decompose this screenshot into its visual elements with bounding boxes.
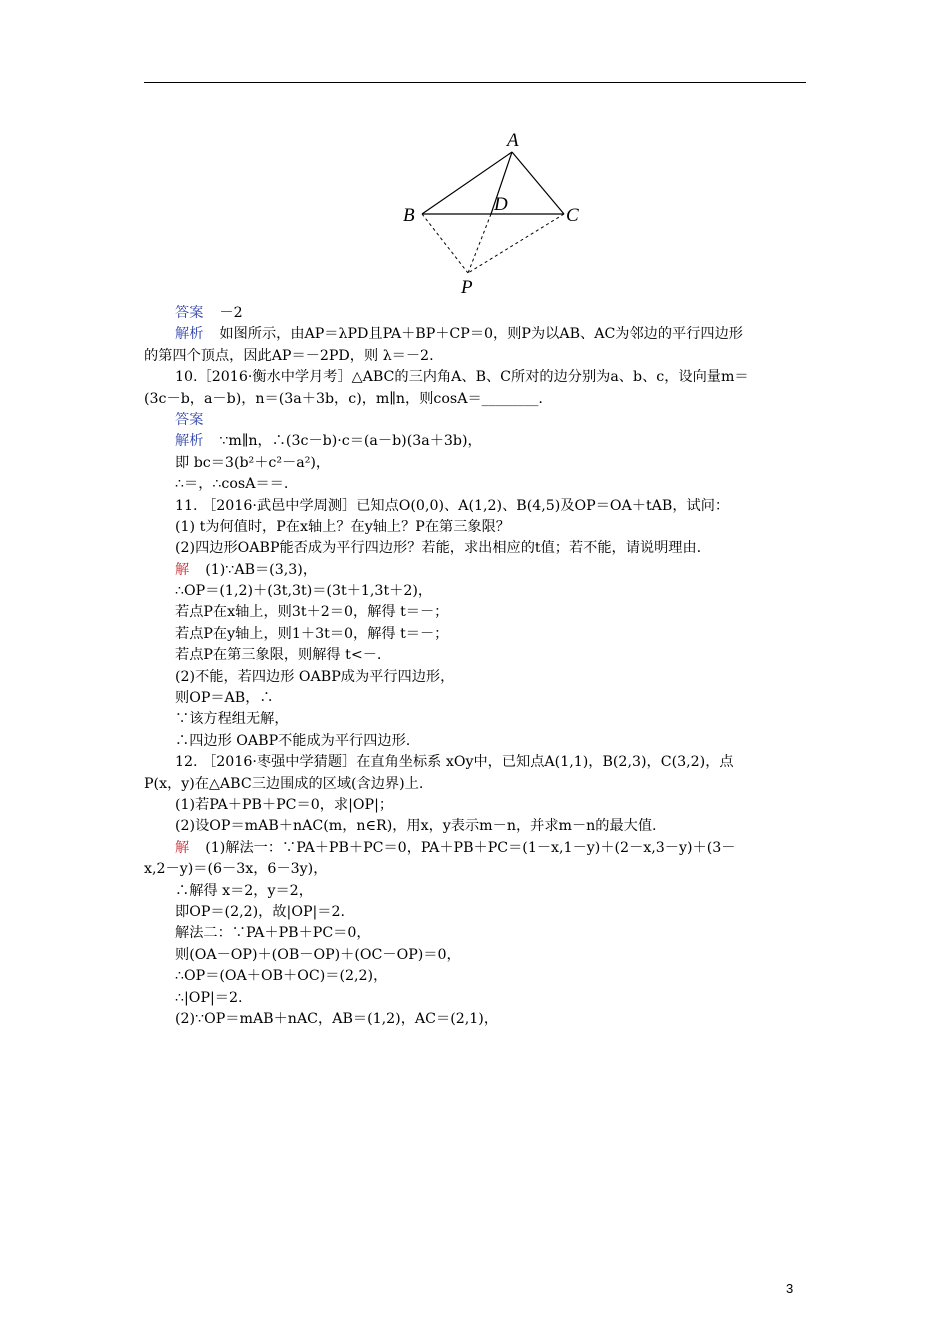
line-text: x,2－y)＝(6－3x，6－3y)，: [144, 861, 328, 878]
line-text: P(x，y)在△ABC三边围成的区域(含边界)上.: [144, 775, 424, 792]
line-text: 若点P在x轴上，则3t＋2＝0，解得 t＝－；: [175, 604, 449, 621]
line-text: 即 bc＝3(b²＋c²－a²)，: [175, 454, 331, 471]
text-line: [144, 709, 806, 730]
line-text: 10.［2016·衡水中学月考］△ABC的三内角A、B、C所对的边分别为a、b、c，设向量m＝: [175, 369, 749, 386]
text-line: [144, 624, 806, 645]
text-line: [144, 303, 806, 324]
line-text: 的第四个顶点，因此AP＝－2PD，则 λ＝－2.: [144, 347, 434, 364]
point-label-p: P: [461, 277, 473, 298]
line-text: (2)设OP＝mAB＋nAC(m，n∈R)，用x，y表示m－n，并求m－n的最大值.: [175, 818, 657, 835]
line-text: 12. ［2016·枣强中学猜题］在直角坐标系 xOy中，已知点A(1,1)，B(2,3)，C(3,2)，点: [175, 754, 734, 771]
text-line: [144, 324, 806, 345]
solution-label: 解: [175, 839, 190, 856]
line-text: ∴OP＝(OA＋OB＋OC)＝(2,2)，: [175, 968, 388, 985]
line-text: 则OP＝AB，∴: [175, 690, 274, 707]
text-line: [144, 859, 806, 880]
line-text: (3c－b，a－b)，n＝(3a＋3b，c)，m∥n，则cosA＝________.: [144, 390, 543, 407]
text-line: [144, 945, 806, 966]
point-label-a: A: [507, 130, 519, 151]
line-text: (2)∵OP＝mAB＋nAC，AB＝(1,2)，AC＝(2,1)，: [175, 1010, 499, 1027]
answer-label: 答案: [175, 411, 204, 428]
text-line: [144, 474, 806, 495]
text-line: [144, 367, 806, 388]
text-line: [144, 816, 806, 837]
line-text: 即OP＝(2,2)，故|OP|＝2.: [175, 903, 346, 920]
text-line: [144, 752, 806, 773]
analysis-label: 解析: [175, 326, 204, 343]
header-rule: [144, 82, 806, 83]
text-line: [144, 645, 806, 666]
text-line: [144, 517, 806, 538]
text-line: [144, 496, 806, 517]
text-line: [144, 838, 806, 859]
text-line: [144, 431, 806, 452]
line-text: (1)∵AB＝(3,3)，: [205, 561, 318, 578]
text-line: [144, 667, 806, 688]
text-line: [144, 774, 806, 795]
segment-ac: [512, 152, 564, 214]
line-text: (1)解法一：∵PA＋PB＋PC＝0，PA＋PB＋PC＝(1－x,1－y)＋(2－x,3－y)＋(3－: [205, 839, 736, 856]
text-line: [144, 602, 806, 623]
text-line: [144, 923, 806, 944]
segment-cp: [468, 214, 564, 273]
text-line: [144, 538, 806, 559]
line-text: 若点P在y轴上，则1＋3t＝0，解得 t＝－；: [175, 625, 449, 642]
answer-label: 答案: [175, 305, 204, 321]
text-line: [144, 731, 806, 752]
line-text: 如图所示，由AP＝λPD且PA＋BP＋CP＝0，则P为以AB、AC为邻边的平行四边形: [219, 326, 743, 343]
text-line: [144, 389, 806, 410]
segment-bp: [422, 214, 468, 273]
line-text: ∴四边形 OABP不能成为平行四边形.: [175, 732, 411, 749]
line-text: ∴＝，∴cosA＝＝.: [175, 476, 289, 493]
text-line: [144, 902, 806, 923]
page-number: 3: [786, 1281, 794, 1296]
text-line: [144, 1009, 806, 1030]
line-text: －2: [219, 305, 243, 321]
segment-dp: [468, 214, 491, 273]
line-text: ∵该方程组无解，: [175, 711, 289, 728]
line-text: 若点P在第三象限，则解得 t<－.: [175, 647, 382, 664]
point-label-b: B: [403, 205, 415, 226]
text-line: [144, 453, 806, 474]
point-label-d: D: [494, 194, 508, 215]
line-text: ∴解得 x＝2，y＝2，: [175, 882, 313, 899]
line-text: 解法二：∵PA＋PB＋PC＝0，: [175, 925, 371, 942]
line-text: 则(OA－OP)＋(OB－OP)＋(OC－OP)＝0，: [175, 946, 461, 963]
analysis-label: 解析: [175, 433, 204, 450]
line-text: ∴OP＝(1,2)＋(3t,3t)＝(3t＋1,3t＋2)，: [175, 583, 433, 600]
line-text: (1) t为何值时，P在x轴上？在y轴上？P在第三象限？: [175, 518, 510, 535]
text-line: [144, 988, 806, 1009]
text-line: [144, 881, 806, 902]
line-text: ∴|OP|＝2.: [175, 989, 243, 1006]
text-line: [144, 410, 806, 431]
line-text: ∵m∥n，∴(3c－b)·c＝(a－b)(3a＋3b)，: [219, 433, 482, 450]
geometry-figure: [398, 126, 586, 298]
line-text: 11. ［2016·武邑中学周测］已知点O(0,0)、A(1,2)、B(4,5)及OP＝OA＋tAB，试问：: [175, 497, 730, 514]
solution-label: 解: [175, 561, 190, 578]
text-line: [144, 581, 806, 602]
line-text: (2)不能，若四边形 OABP成为平行四边形，: [175, 668, 455, 685]
point-label-c: C: [566, 205, 579, 226]
text-line: [144, 966, 806, 987]
text-line: [144, 560, 806, 581]
text-line: [144, 346, 806, 367]
text-line: [144, 795, 806, 816]
line-text: (2)四边形OABP能否成为平行四边形？若能，求出相应的t值；若不能，请说明理由.: [175, 540, 702, 557]
text-line: [144, 688, 806, 709]
document-body: [144, 303, 806, 1030]
line-text: (1)若PA＋PB＋PC＝0，求|OP|；: [175, 796, 394, 813]
